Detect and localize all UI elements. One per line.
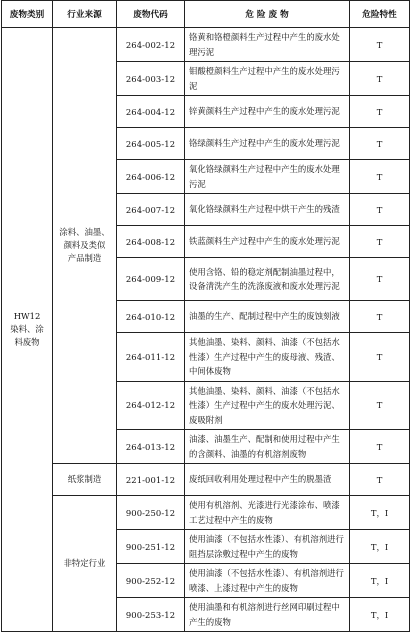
waste-code: 264-006-12 — [117, 160, 185, 194]
category-cell — [2, 28, 53, 632]
hazard-characteristic: T — [350, 430, 410, 464]
hazard-characteristic: T — [350, 464, 410, 496]
waste-description: 使用油墨和有机溶剂进行丝网印刷过程中产生的废物 — [185, 598, 350, 632]
waste-description: 其他油墨、染料、颜料、油漆（不包括水性漆）生产过程中产生的废水处理污泥、废吸附剂 — [185, 381, 350, 430]
hazardous-waste-table-page — [1, 0, 409, 627]
hazard-characteristic: T，I — [350, 496, 410, 530]
waste-description: 使用含铬、铅的稳定剂配制油墨过程中，设备清洗产生的洗涤废液和废水处理污泥 — [185, 258, 350, 301]
waste-code: 264-009-12 — [117, 258, 185, 301]
table-row — [2, 28, 410, 62]
industry-paper-cell: 纸浆制造 — [53, 464, 117, 496]
category-name-line2: 料废物 — [14, 337, 40, 347]
waste-code: 221-001-12 — [117, 464, 185, 496]
table-row — [2, 464, 410, 496]
waste-code: 264-007-12 — [117, 194, 185, 226]
hazard-characteristic: T — [350, 96, 410, 128]
category-name-line1: 染料、涂 — [10, 324, 44, 334]
hazard-characteristic: T — [350, 62, 410, 96]
waste-description: 氧化铬绿颜料生产过程中烘干产生的残渣 — [185, 194, 350, 226]
waste-description: 油墨的生产、配制过程中产生的废蚀刻液 — [185, 301, 350, 333]
waste-description: 使用有机溶剂、光漆进行光漆涂布、喷漆工艺过程中产生的废物 — [185, 496, 350, 530]
hazard-characteristic: T，I — [350, 530, 410, 564]
hazardous-waste-table — [1, 0, 410, 632]
hazard-characteristic: T — [350, 226, 410, 258]
waste-code: 900-252-12 — [117, 564, 185, 598]
hazard-characteristic: T — [350, 128, 410, 160]
hazard-characteristic: T — [350, 28, 410, 62]
header-waste-code: 废物代码 — [117, 1, 185, 28]
industry-coatings-line1: 涂料、油墨、 — [59, 227, 110, 237]
category-code: HW12 — [13, 311, 41, 321]
waste-description: 铬绿颜料生产过程中产生的废水处理污泥 — [185, 128, 350, 160]
waste-description: 废纸回收利用处理过程中产生的脱墨渣 — [185, 464, 350, 496]
hazard-characteristic: T — [350, 333, 410, 382]
hazard-characteristic: T，I — [350, 564, 410, 598]
header-row — [2, 1, 410, 28]
waste-description: 氧化铬绿颜料生产过程中产生的废水处理污泥 — [185, 160, 350, 194]
waste-code: 264-010-12 — [117, 301, 185, 333]
hazard-characteristic: T — [350, 381, 410, 430]
industry-nonspecific-cell: 非特定行业 — [53, 496, 117, 632]
header-industry-source: 行业来源 — [53, 1, 117, 28]
waste-code: 264-002-12 — [117, 28, 185, 62]
industry-coatings-line2: 颜料及类似 — [63, 240, 106, 250]
header-hazard-characteristic: 危险特性 — [350, 1, 410, 28]
hazard-characteristic: T，I — [350, 598, 410, 632]
waste-code: 264-005-12 — [117, 128, 185, 160]
header-waste-category: 废物类别 — [2, 1, 53, 28]
industry-coatings-cell — [53, 28, 117, 464]
waste-code: 264-011-12 — [117, 333, 185, 382]
waste-description: 使用油漆（不包括水性漆）、有机溶剂进行阻挡层涂敷过程中产生的废物 — [185, 530, 350, 564]
hazard-characteristic: T — [350, 258, 410, 301]
waste-description: 铬黄和铬橙颜料生产过程中产生的废水处理污泥 — [185, 28, 350, 62]
table-row — [2, 496, 410, 530]
waste-description: 铁蓝颜料生产过程中产生的废水处理污泥 — [185, 226, 350, 258]
hazard-characteristic: T — [350, 194, 410, 226]
hazard-characteristic: T — [350, 160, 410, 194]
waste-code: 264-004-12 — [117, 96, 185, 128]
waste-code: 264-008-12 — [117, 226, 185, 258]
waste-code: 264-013-12 — [117, 430, 185, 464]
waste-description: 油漆、油墨生产、配制和使用过程中产生的含颜料、油墨的有机溶剂废物 — [185, 430, 350, 464]
waste-code: 264-003-12 — [117, 62, 185, 96]
waste-code: 900-250-12 — [117, 496, 185, 530]
industry-coatings-line3: 产品制造 — [67, 253, 102, 263]
hazard-characteristic: T — [350, 301, 410, 333]
waste-description: 使用油漆（不包括水性漆）、有机溶剂进行喷漆、上漆过程中产生的废物 — [185, 564, 350, 598]
waste-code: 900-253-12 — [117, 598, 185, 632]
waste-description: 锌黄颜料生产过程中产生的废水处理污泥 — [185, 96, 350, 128]
waste-description: 其他油墨、染料、颜料、油漆（不包括水性漆）生产过程中产生的废母液、残渣、中间体废物 — [185, 333, 350, 382]
waste-description: 钼酸橙颜料生产过程中产生的废水处理污泥 — [185, 62, 350, 96]
waste-code: 264-012-12 — [117, 381, 185, 430]
header-hazardous-waste: 危 险 废 物 — [185, 1, 350, 28]
waste-code: 900-251-12 — [117, 530, 185, 564]
